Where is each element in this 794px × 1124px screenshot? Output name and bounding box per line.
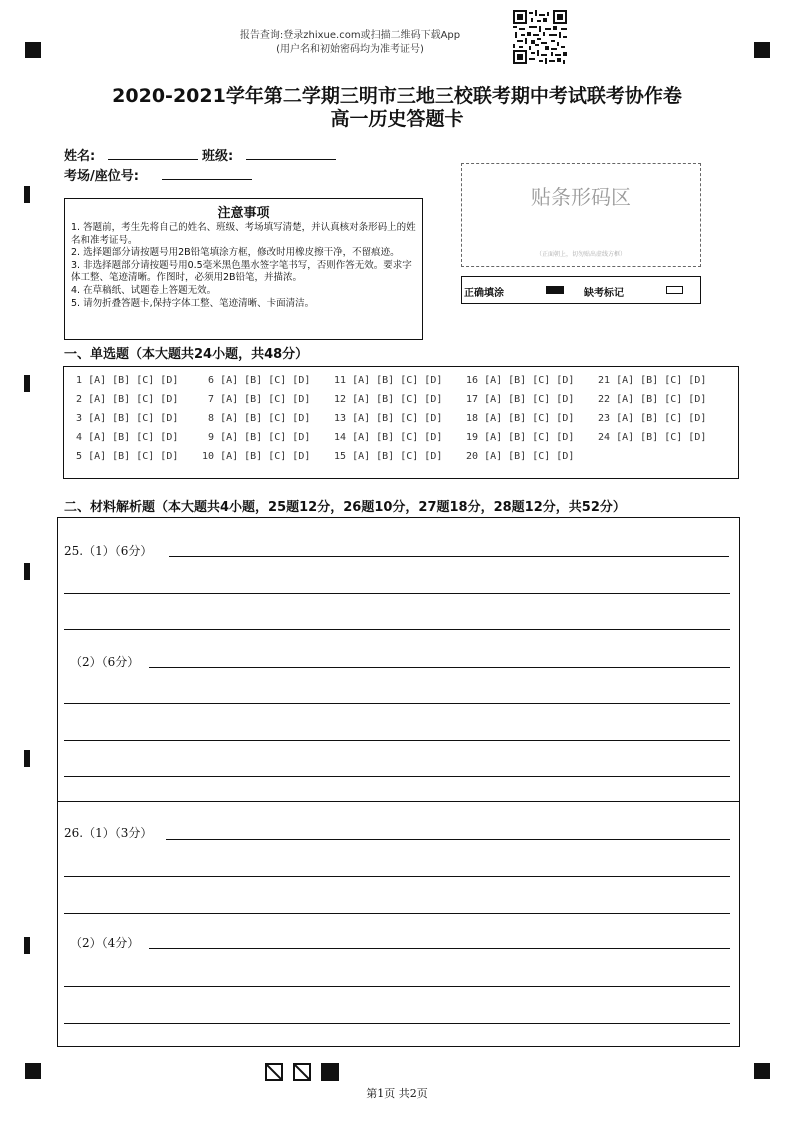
answer-line[interactable] <box>64 1023 730 1024</box>
question-number: 7 <box>202 394 221 405</box>
choice-question-7[interactable] <box>202 394 310 405</box>
choice-question-6[interactable] <box>202 375 310 386</box>
name-field[interactable] <box>108 159 198 160</box>
question-number: 19 <box>466 432 485 443</box>
answer-options[interactable]: [A] [B] [C] [D] <box>484 451 575 462</box>
exam-title: 2020-2021学年第二学期三明市三地三校联考期中考试联考协作卷 <box>112 85 682 107</box>
answer-line[interactable] <box>166 839 730 840</box>
q25-part1-label: 25.（1）（6分） <box>64 544 153 558</box>
question-number: 9 <box>202 432 221 443</box>
choice-question-23[interactable] <box>598 413 706 424</box>
answer-options[interactable]: [A] [B] [C] [D] <box>484 413 575 424</box>
page-mark-slash <box>293 1063 311 1081</box>
answer-options[interactable]: [A] [B] [C] [D] <box>484 375 575 386</box>
corner-mark-bottom-right <box>754 1063 770 1079</box>
answer-options[interactable]: [A] [B] [C] [D] <box>88 375 179 386</box>
answer-options[interactable]: [A] [B] [C] [D] <box>88 394 179 405</box>
q26-part1-label: 26.（1）（3分） <box>64 826 153 840</box>
question-number: 12 <box>334 394 353 405</box>
answer-options[interactable]: [A] [B] [C] [D] <box>88 432 179 443</box>
answer-options[interactable]: [A] [B] [C] [D] <box>352 451 443 462</box>
page-mark-slash <box>265 1063 283 1081</box>
answer-options[interactable]: [A] [B] [C] [D] <box>484 394 575 405</box>
question-number: 21 <box>598 375 617 386</box>
answer-options[interactable]: [A] [B] [C] [D] <box>220 375 311 386</box>
answer-line[interactable] <box>64 629 730 630</box>
notice-item: 3. 非选择题部分请按题号用0.5毫米黑色墨水签字笔书写，否则作答无效。要求字体工整、笔迹清晰。作图时，必须用2B铅笔，并描浓。 <box>71 259 412 284</box>
notice-item: 5. 请勿折叠答题卡,保持字体工整、笔迹清晰、卡面清洁。 <box>71 297 315 309</box>
choice-question-17[interactable] <box>466 394 574 405</box>
page-number: 第1页 共2页 <box>366 1087 428 1100</box>
question-number: 18 <box>466 413 485 424</box>
side-mark <box>24 750 30 767</box>
question-number: 5 <box>70 451 89 462</box>
answer-options[interactable]: [A] [B] [C] [D] <box>352 375 443 386</box>
answer-options[interactable]: [A] [B] [C] [D] <box>616 413 707 424</box>
choice-question-2[interactable] <box>70 394 178 405</box>
question-number: 1 <box>70 375 89 386</box>
absent-mark-label: 缺考标记 <box>584 288 624 299</box>
answer-options[interactable]: [A] [B] [C] [D] <box>616 394 707 405</box>
choice-question-21[interactable] <box>598 375 706 386</box>
choice-question-15[interactable] <box>334 451 442 462</box>
barcode-area[interactable] <box>461 163 701 267</box>
question-number: 10 <box>202 451 221 462</box>
side-mark <box>24 937 30 954</box>
side-mark <box>24 375 30 392</box>
notice-box <box>64 198 423 340</box>
absent-mark-checkbox[interactable] <box>666 286 683 294</box>
corner-mark-bottom-left <box>25 1063 41 1079</box>
answer-box-q26[interactable] <box>57 801 740 1047</box>
answer-line[interactable] <box>64 986 730 987</box>
notice-item: 1. 答题前，考生先将自己的姓名、班级、考场填写清楚，并认真核对条形码上的姓名和准考证号。 <box>71 222 416 246</box>
choice-question-9[interactable] <box>202 432 310 443</box>
choice-question-3[interactable] <box>70 413 178 424</box>
choice-question-18[interactable] <box>466 413 574 424</box>
answer-line[interactable] <box>149 948 730 949</box>
answer-options[interactable]: [A] [B] [C] [D] <box>352 394 443 405</box>
name-label: 姓名: <box>64 149 96 164</box>
class-label: 班级: <box>202 149 234 164</box>
choice-question-11[interactable] <box>334 375 442 386</box>
seat-label: 考场/座位号: <box>64 169 139 184</box>
choice-question-24[interactable] <box>598 432 706 443</box>
notice-item: 2. 选择题部分请按题号用2B铅笔填涂方框，修改时用橡皮擦干净，不留痕迹。 <box>71 247 400 259</box>
question-number: 4 <box>70 432 89 443</box>
answer-options[interactable]: [A] [B] [C] [D] <box>220 394 311 405</box>
question-number: 17 <box>466 394 485 405</box>
answer-options[interactable]: [A] [B] [C] [D] <box>484 432 575 443</box>
answer-options[interactable]: [A] [B] [C] [D] <box>616 375 707 386</box>
notice-item: 4. 在草稿纸、试题卷上答题无效。 <box>71 284 217 296</box>
choice-question-13[interactable] <box>334 413 442 424</box>
choice-question-20[interactable] <box>466 451 574 462</box>
choice-question-1[interactable] <box>70 375 178 386</box>
question-number: 23 <box>598 413 617 424</box>
answer-line[interactable] <box>169 556 729 557</box>
answer-box-q25[interactable] <box>57 517 740 802</box>
class-field[interactable] <box>246 159 336 160</box>
answer-options[interactable]: [A] [B] [C] [D] <box>88 451 179 462</box>
answer-options[interactable]: [A] [B] [C] [D] <box>220 413 311 424</box>
section1-title: 一、单选题（本大题共24小题，共48分） <box>64 347 309 362</box>
choice-question-5[interactable] <box>70 451 178 462</box>
question-number: 6 <box>202 375 221 386</box>
barcode-hint: （正面朝上，切勿贴出虚线方框） <box>535 251 626 258</box>
choice-question-4[interactable] <box>70 432 178 443</box>
question-number: 11 <box>334 375 353 386</box>
answer-line[interactable] <box>64 703 730 704</box>
question-number: 15 <box>334 451 353 462</box>
question-number: 24 <box>598 432 617 443</box>
choice-question-19[interactable] <box>466 432 574 443</box>
question-number: 16 <box>466 375 485 386</box>
question-number: 3 <box>70 413 89 424</box>
answer-options[interactable]: [A] [B] [C] [D] <box>616 432 707 443</box>
fill-example-box <box>461 276 701 304</box>
correct-fill-label: 正确填涂 <box>464 288 504 299</box>
answer-options[interactable]: [A] [B] [C] [D] <box>88 413 179 424</box>
seat-field[interactable] <box>162 179 252 180</box>
section2-title: 二、材料解析题（本大题共4小题，25题12分，26题10分，27题18分，28题12分，共52分） <box>64 500 626 515</box>
choice-grid <box>63 366 739 479</box>
choice-question-12[interactable] <box>334 394 442 405</box>
q26-part2-label: （2）（4分） <box>70 936 140 950</box>
barcode-label: 贴条形码区 <box>531 185 631 209</box>
answer-sheet-title: 高一历史答题卡 <box>330 108 464 130</box>
side-mark <box>24 563 30 580</box>
qr-code[interactable] <box>513 10 567 64</box>
answer-options[interactable]: [A] [B] [C] [D] <box>352 413 443 424</box>
choice-question-14[interactable] <box>334 432 442 443</box>
answer-line[interactable] <box>64 913 730 914</box>
answer-line[interactable] <box>64 776 730 777</box>
answer-line[interactable] <box>64 740 730 741</box>
q25-part2-label: （2）（6分） <box>70 655 140 669</box>
answer-line[interactable] <box>149 667 730 668</box>
answer-options[interactable]: [A] [B] [C] [D] <box>352 432 443 443</box>
report-query-note: 报告查询:登录zhixue.com或扫描二维码下载App <box>239 30 461 41</box>
question-number: 8 <box>202 413 221 424</box>
question-number: 13 <box>334 413 353 424</box>
answer-line[interactable] <box>64 876 730 877</box>
side-mark <box>24 186 30 203</box>
page-mark-filled <box>321 1063 339 1081</box>
question-number: 14 <box>334 432 353 443</box>
answer-options[interactable]: [A] [B] [C] [D] <box>220 432 311 443</box>
choice-question-16[interactable] <box>466 375 574 386</box>
choice-question-22[interactable] <box>598 394 706 405</box>
choice-question-10[interactable] <box>202 451 310 462</box>
corner-mark-top-right <box>754 42 770 58</box>
correct-fill-sample <box>546 286 564 294</box>
choice-question-8[interactable] <box>202 413 310 424</box>
answer-options[interactable]: [A] [B] [C] [D] <box>220 451 311 462</box>
login-hint-note: (用户名和初始密码均为准考证号) <box>276 44 424 55</box>
question-number: 2 <box>70 394 89 405</box>
answer-line[interactable] <box>64 593 730 594</box>
question-number: 22 <box>598 394 617 405</box>
notice-heading: 注意事项 <box>217 206 270 221</box>
question-number: 20 <box>466 451 485 462</box>
